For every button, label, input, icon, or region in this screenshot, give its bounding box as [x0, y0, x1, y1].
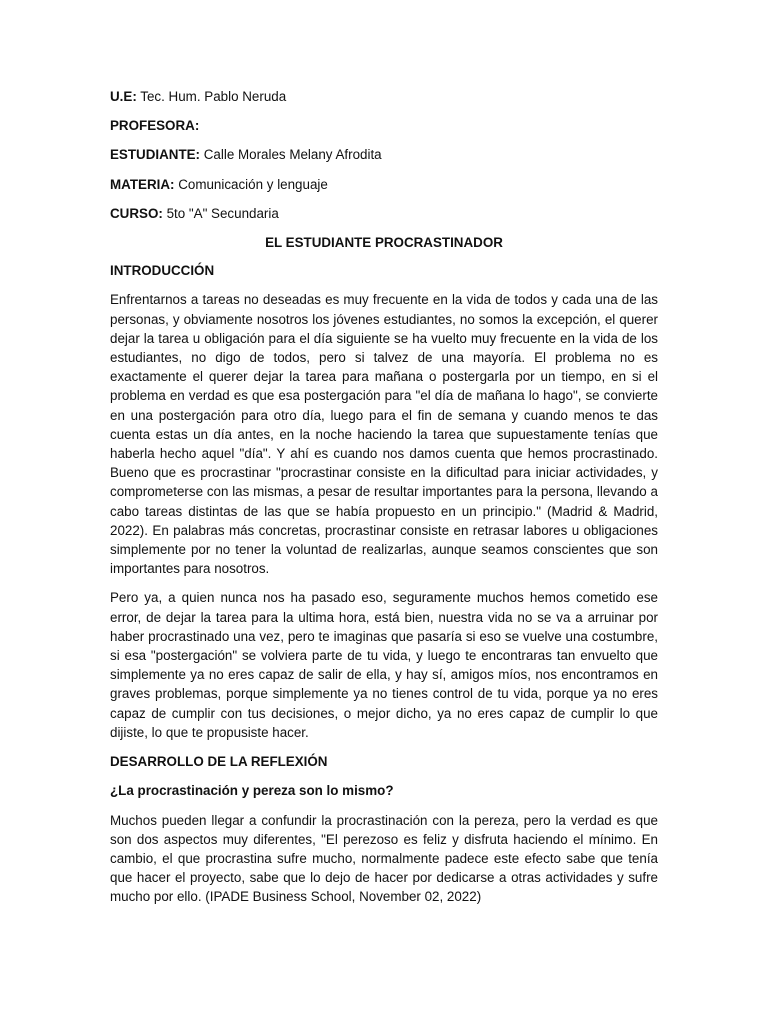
- intro-heading: INTRODUCCIÓN: [110, 263, 215, 279]
- student-value: Calle Morales Melany Afrodita: [203, 147, 382, 163]
- subject-value: Comunicación y lenguaje: [178, 176, 328, 192]
- teacher-line: [110, 116, 658, 135]
- student-label: ESTUDIANTE:: [110, 147, 201, 163]
- development-paragraph-1: Muchos pueden llegar a confundir la procrastinación con la pereza, pero la verdad es que son dos aspectos muy diferentes, "El perezoso es feliz y disfruta haciendo el mínimo. En cambio, el que procrastina sufre mucho, normalmente padece este efecto sabe que tenía que hacer el proyecto, sabe que lo dejo de hacer por dedicarse a otras actividades y sufre mucho por ello. (IPADE Business School, November 02, 2022): [110, 812, 658, 905]
- development-question: ¿La procrastinación y pereza son lo mismo?: [110, 783, 394, 799]
- student-line: [110, 145, 658, 164]
- intro-paragraph-1: Enfrentarnos a tareas no deseadas es muy frecuente en la vida de todos y cada una de las personas, y obviamente nosotros los jóvenes estudiantes, no somos la excepción, el querer dejar la tarea u obligación para el día siguiente se ha vuelto muy frecuente en la vida de los estudiantes, no digo de todos, pero si talvez de una mayoría. El problema no es exactamente el querer dejar la tarea para mañana o postergarla por un tiempo, en si el problema en verdad es que esa postergación para "el día de mañana lo hago", se convierte en una postergación para otro día, luego para el fin de semana y cuando menos te das cuenta estas un día antes, en la noche haciendo la tarea que supuestamente tenías que haberla hecho aquel "día". Y ahí es cuando nos damos cuenta que hemos procrastinado. Bueno que es procrastinar "procrastinar consiste en la dificultad para iniciar actividades, y comprometerse con las mismas, a pesar de resultar importantes para la persona, llevando a cabo tareas distintas de las que se había propuesto en un principio." (Madrid & Madrid, 2022). En palabras más concretas, procrastinar consiste en retrasar labores u obligaciones simplemente por no tener la voluntad de realizarlas, aunque seamos conscientes que son importantes para nosotros.: [110, 292, 658, 577]
- development-heading: DESARROLLO DE LA REFLEXIÓN: [110, 754, 328, 770]
- school-label: U.E:: [110, 89, 137, 104]
- teacher-label: PROFESORA:: [110, 118, 200, 134]
- course-line: [110, 204, 658, 223]
- subject-line: [110, 175, 658, 194]
- school-value: Tec. Hum. Pablo Neruda: [140, 89, 287, 104]
- intro-paragraph-2: Pero ya, a quien nunca nos ha pasado eso, seguramente muchos hemos cometido ese error, de dejar la tarea para la ultima hora, está bien, nuestra vida no se va a arruinar por haber procrastinado una vez, pero te imaginas que pasaría si eso se vuelve una costumbre, si esa "postergación" se volviera parte de tu vida, y luego te encontraras tan envuelto que simplemente ya no eres capaz de salir de ella, y hay sí, amigos míos, nos encontramos en graves problemas, porque simplemente ya no tienes control de tu vida, porque ya no eres capaz de cumplir con tus decisiones, o mejor dicho, ya no eres capaz de cumplir lo que dijiste, lo que te propusiste hacer.: [110, 590, 658, 740]
- course-value: 5to "A" Secundaria: [166, 205, 279, 221]
- document-title: EL ESTUDIANTE PROCRASTINADOR: [265, 235, 503, 251]
- subject-label: MATERIA:: [110, 176, 175, 192]
- course-label: CURSO:: [110, 205, 163, 221]
- school-line: [110, 87, 658, 106]
